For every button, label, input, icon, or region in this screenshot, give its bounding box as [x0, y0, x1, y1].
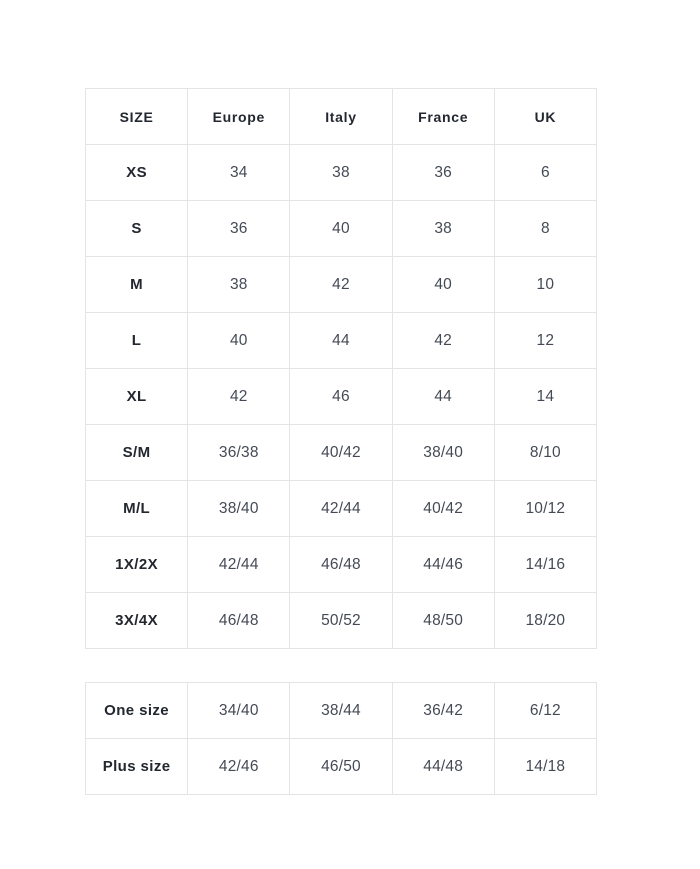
row-label: 1X/2X: [86, 537, 188, 593]
cell-europe: 36: [188, 201, 290, 257]
cell-europe: 42/44: [188, 537, 290, 593]
cell-france: 40/42: [392, 481, 494, 537]
row-label: L: [86, 313, 188, 369]
cell-france: 38: [392, 201, 494, 257]
cell-italy: 46: [290, 369, 392, 425]
row-label: S: [86, 201, 188, 257]
one-size-table: [85, 682, 597, 795]
cell-europe: 38: [188, 257, 290, 313]
column-header-uk: UK: [494, 89, 596, 145]
cell-italy: 38/44: [290, 683, 392, 739]
cell-italy: 42/44: [290, 481, 392, 537]
cell-france: 44: [392, 369, 494, 425]
cell-europe: 42: [188, 369, 290, 425]
cell-italy: 40/42: [290, 425, 392, 481]
cell-italy: 50/52: [290, 593, 392, 649]
cell-uk: 8/10: [494, 425, 596, 481]
cell-italy: 46/48: [290, 537, 392, 593]
cell-uk: 8: [494, 201, 596, 257]
table-row: [86, 313, 597, 369]
cell-italy: 38: [290, 145, 392, 201]
table-row: [86, 425, 597, 481]
cell-france: 48/50: [392, 593, 494, 649]
row-label: 3X/4X: [86, 593, 188, 649]
column-header-europe: Europe: [188, 89, 290, 145]
table-header: [86, 89, 597, 145]
size-conversion-table: [85, 88, 597, 649]
row-label: Plus size: [86, 739, 188, 795]
table-row: [86, 201, 597, 257]
column-header-france: France: [392, 89, 494, 145]
cell-uk: 18/20: [494, 593, 596, 649]
cell-uk: 14/18: [494, 739, 596, 795]
table-body: [86, 683, 597, 795]
cell-uk: 6: [494, 145, 596, 201]
cell-france: 36: [392, 145, 494, 201]
cell-france: 44/48: [392, 739, 494, 795]
cell-italy: 42: [290, 257, 392, 313]
cell-france: 36/42: [392, 683, 494, 739]
row-label: S/M: [86, 425, 188, 481]
row-label: XL: [86, 369, 188, 425]
column-header-italy: Italy: [290, 89, 392, 145]
table-row: [86, 481, 597, 537]
cell-europe: 42/46: [188, 739, 290, 795]
cell-france: 42: [392, 313, 494, 369]
row-label: M/L: [86, 481, 188, 537]
table-row: [86, 257, 597, 313]
table-row: [86, 537, 597, 593]
table-row: [86, 145, 597, 201]
row-label: XS: [86, 145, 188, 201]
cell-europe: 40: [188, 313, 290, 369]
cell-uk: 10/12: [494, 481, 596, 537]
cell-europe: 38/40: [188, 481, 290, 537]
cell-uk: 12: [494, 313, 596, 369]
cell-europe: 34: [188, 145, 290, 201]
table-row: [86, 739, 597, 795]
cell-uk: 14/16: [494, 537, 596, 593]
cell-uk: 6/12: [494, 683, 596, 739]
cell-europe: 46/48: [188, 593, 290, 649]
table-row: [86, 683, 597, 739]
cell-europe: 36/38: [188, 425, 290, 481]
table-row: [86, 593, 597, 649]
cell-italy: 46/50: [290, 739, 392, 795]
cell-italy: 40: [290, 201, 392, 257]
row-label: One size: [86, 683, 188, 739]
cell-uk: 10: [494, 257, 596, 313]
cell-uk: 14: [494, 369, 596, 425]
table-header-row: [86, 89, 597, 145]
cell-europe: 34/40: [188, 683, 290, 739]
column-header-size: SIZE: [86, 89, 188, 145]
row-label: M: [86, 257, 188, 313]
cell-france: 38/40: [392, 425, 494, 481]
table-row: [86, 369, 597, 425]
cell-france: 44/46: [392, 537, 494, 593]
cell-italy: 44: [290, 313, 392, 369]
cell-france: 40: [392, 257, 494, 313]
table-body: [86, 145, 597, 649]
